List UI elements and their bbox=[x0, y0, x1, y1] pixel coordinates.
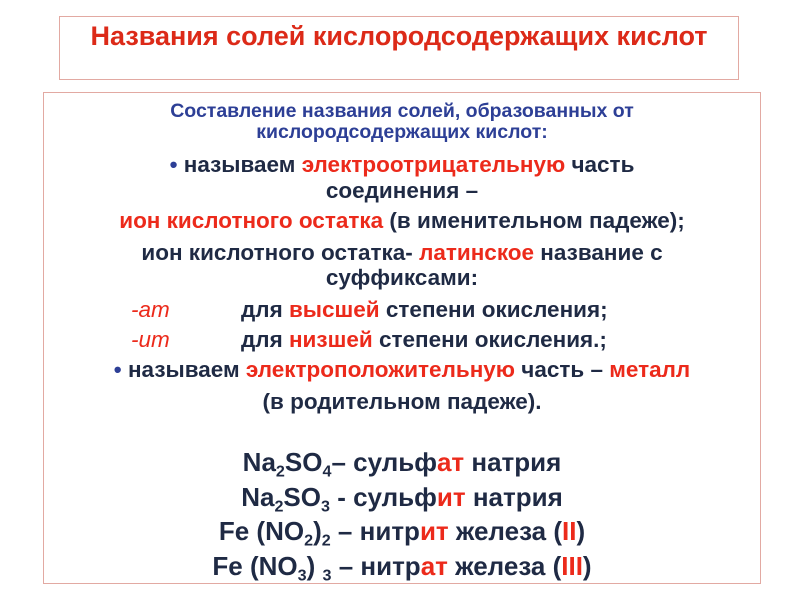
rule-1-post: часть bbox=[565, 152, 635, 177]
salt-name-metal: железа ( bbox=[447, 551, 562, 581]
salt-name-metal: железа ( bbox=[448, 516, 562, 546]
rule-2-post: название с bbox=[534, 240, 663, 265]
rule-1-line-1 bbox=[43, 152, 761, 178]
dash: - bbox=[329, 482, 354, 512]
formula-part: ) bbox=[313, 516, 322, 546]
rule-3-pre: называем bbox=[127, 357, 246, 382]
dash: – bbox=[330, 516, 360, 546]
suffix-post: степени окисления.; bbox=[372, 327, 607, 352]
bullet: • bbox=[169, 152, 178, 177]
suffix-row bbox=[131, 327, 731, 353]
rule-2-line-1 bbox=[43, 240, 761, 266]
formula bbox=[241, 482, 330, 516]
salt-name-metal: натрия bbox=[464, 447, 562, 477]
acid-residue-ion: ион кислотного остатка bbox=[119, 208, 384, 233]
subscript: 3 bbox=[297, 566, 307, 585]
rule-1-line-2: соединения – bbox=[325, 178, 479, 203]
dash: – bbox=[331, 551, 361, 581]
suffix-pre: для bbox=[241, 327, 289, 352]
suffix-ion: -ит bbox=[131, 327, 170, 352]
salt-name-root: сульф bbox=[353, 447, 437, 477]
intro-line-2: кислородсодержащих кислот: bbox=[256, 121, 548, 143]
oxidation-state: III bbox=[561, 551, 583, 581]
nominative-case: (в именительном падеже); bbox=[383, 208, 685, 233]
suffix-post: степени окисления; bbox=[379, 297, 608, 322]
rule-2-pre: ион кислотного остатка- bbox=[141, 240, 420, 265]
formula bbox=[218, 516, 331, 550]
rule-1-line-3 bbox=[43, 208, 761, 234]
example-row bbox=[43, 446, 761, 481]
formula bbox=[242, 447, 332, 481]
subscript: 2 bbox=[275, 462, 285, 481]
rule-3-line-2: (в родительном падеже). bbox=[262, 389, 542, 414]
subscript: 3 bbox=[322, 566, 332, 585]
formula bbox=[212, 551, 332, 585]
subscript: 3 bbox=[321, 497, 330, 516]
salt-name-root: нитр bbox=[359, 516, 420, 546]
rule-3-metal: металл bbox=[609, 357, 691, 382]
subscript: 2 bbox=[274, 497, 284, 516]
salt-name-suffix: ат bbox=[436, 447, 465, 477]
example-row bbox=[43, 515, 761, 550]
subscript: 2 bbox=[321, 531, 331, 550]
formula-part: Fe (NO bbox=[218, 516, 305, 546]
rule-1-highlight: электроотрицательную bbox=[301, 152, 566, 177]
rule-3-mid: часть – bbox=[515, 357, 610, 382]
bullet: • bbox=[113, 357, 122, 382]
salt-name-metal: натрия bbox=[465, 482, 563, 512]
salt-name-root: нитр bbox=[360, 551, 421, 581]
example-row bbox=[43, 550, 761, 585]
salt-name-suffix: ит bbox=[436, 482, 466, 512]
close-paren: ) bbox=[576, 516, 586, 546]
slide-title: Названия солей кислородсодержащих кислот bbox=[90, 21, 708, 51]
rule-2-highlight: латинское bbox=[419, 240, 535, 265]
rule-3-highlight: электроположительную bbox=[245, 357, 516, 382]
close-paren: ) bbox=[582, 551, 592, 581]
subscript: 2 bbox=[304, 531, 314, 550]
suffix-highlight: низшей bbox=[288, 327, 373, 352]
rule-2-line-2: суффиксами: bbox=[325, 265, 479, 290]
dash: – bbox=[331, 447, 354, 477]
suffix-highlight: высшей bbox=[288, 297, 380, 322]
example-row bbox=[43, 481, 761, 516]
intro-line-1: Составление названия солей, образованных от bbox=[170, 100, 634, 122]
formula-part: Na bbox=[242, 447, 276, 477]
suffix-pre: для bbox=[241, 297, 289, 322]
salt-name-suffix: ит bbox=[419, 516, 449, 546]
rule-1-pre: называем bbox=[183, 152, 302, 177]
formula-part: Na bbox=[241, 482, 275, 512]
oxidation-state: II bbox=[562, 516, 577, 546]
suffix-ion: -ат bbox=[131, 297, 170, 322]
formula-part: Fe (NO bbox=[212, 551, 298, 581]
salt-name-suffix: ат bbox=[420, 551, 448, 581]
rule-3-line-1 bbox=[43, 357, 761, 383]
suffix-row bbox=[131, 297, 731, 323]
formula-part: SO bbox=[283, 482, 321, 512]
salt-name-root: сульф bbox=[353, 482, 437, 512]
subscript: 4 bbox=[322, 462, 332, 481]
formula-part: SO bbox=[284, 447, 323, 477]
formula-part: ) bbox=[306, 551, 323, 581]
